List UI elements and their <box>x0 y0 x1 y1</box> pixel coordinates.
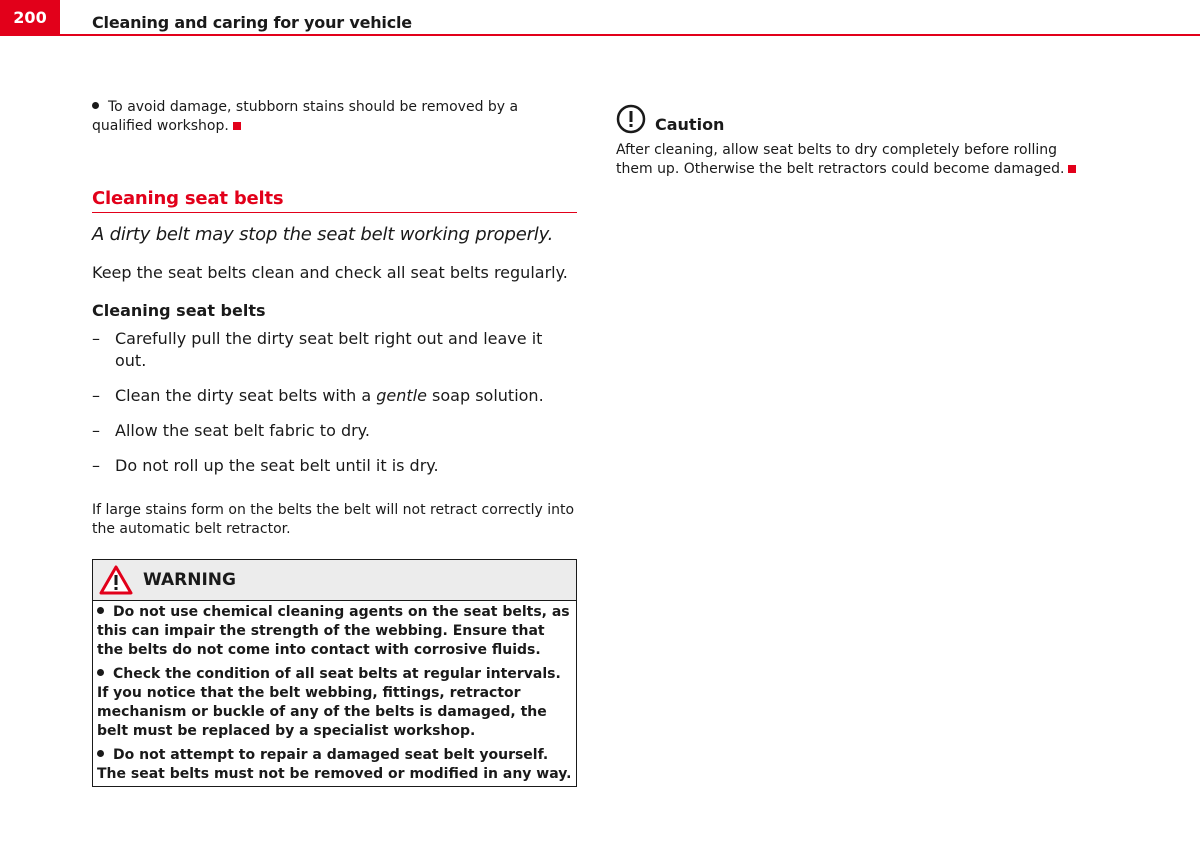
warning-triangle-icon <box>99 565 133 595</box>
header-rule <box>60 34 1200 36</box>
body-paragraph: Keep the seat belts clean and check all seat belts regularly. <box>92 263 568 282</box>
step-dash: – <box>92 456 100 475</box>
section-subtitle: A dirty belt may stop the seat belt working properly. <box>92 224 554 245</box>
step-dash: – <box>92 421 100 440</box>
step-item <box>92 455 577 477</box>
caution-text-body: After cleaning, allow seat belts to dry completely before rolling them up. Otherwise the belt retractors could become damaged. <box>616 142 1065 177</box>
caution-exclamation-icon <box>616 104 646 134</box>
intro-bullet-text: To avoid damage, stubborn stains should be removed by a qualified workshop. <box>92 99 519 134</box>
bullet-icon <box>92 102 99 109</box>
step-item <box>92 385 577 407</box>
warning-item-text: Check the condition of all seat belts at regular intervals. If you notice that the belt webbing, fittings, retractor mechanism or buckle of any of the belts is damaged, the belt must be replaced by a specialist workshop. <box>97 666 561 739</box>
caution-text <box>616 141 1096 179</box>
step-text-part: Clean the dirty seat belts with a <box>115 386 377 405</box>
step-dash: – <box>92 386 100 405</box>
warning-header <box>93 560 576 601</box>
warning-item-text: Do not use chemical cleaning agents on the seat belts, as this can impair the strength of the webbing. Ensure that the belts do not come into contact with corrosive fluids. <box>97 604 570 658</box>
step-text: Do not roll up the seat belt until it is dry. <box>115 456 439 475</box>
caution-label: Caution <box>655 115 725 134</box>
step-item <box>92 420 577 442</box>
step-text-part: soap solution. <box>426 386 544 405</box>
sub-heading: Cleaning seat belts <box>92 301 266 320</box>
warning-box <box>92 559 577 787</box>
step-dash: – <box>92 329 100 348</box>
caution-header <box>616 104 1096 134</box>
step-text <box>115 385 544 407</box>
bullet-icon <box>97 669 104 676</box>
warning-item <box>97 603 572 660</box>
left-column <box>92 98 577 787</box>
step-text: Carefully pull the dirty seat belt right out and leave it out. <box>115 329 543 370</box>
warning-item <box>97 665 572 741</box>
step-text-emphasis: gentle <box>376 386 427 405</box>
page-header <box>0 0 1200 38</box>
end-of-section-icon <box>1068 165 1076 173</box>
note-paragraph: If large stains form on the belts the belt will not retract correctly into the automatic belt retractor. <box>92 502 575 537</box>
right-column <box>616 104 1096 179</box>
intro-bullet <box>92 98 577 136</box>
bullet-icon <box>97 607 104 614</box>
step-text: Allow the seat belt fabric to dry. <box>115 421 370 440</box>
warning-body <box>93 601 576 786</box>
chapter-title: Cleaning and caring for your vehicle <box>92 13 412 32</box>
warning-item <box>97 746 572 784</box>
warning-item-text: Do not attempt to repair a damaged seat belt yourself. The seat belts must not be removed or modified in any way. <box>97 747 572 782</box>
bullet-icon <box>97 750 104 757</box>
end-of-section-icon <box>233 122 241 130</box>
warning-label: WARNING <box>143 570 236 590</box>
page-number: 200 <box>0 0 60 36</box>
step-item <box>92 328 577 372</box>
section-title: Cleaning seat belts <box>92 188 577 213</box>
